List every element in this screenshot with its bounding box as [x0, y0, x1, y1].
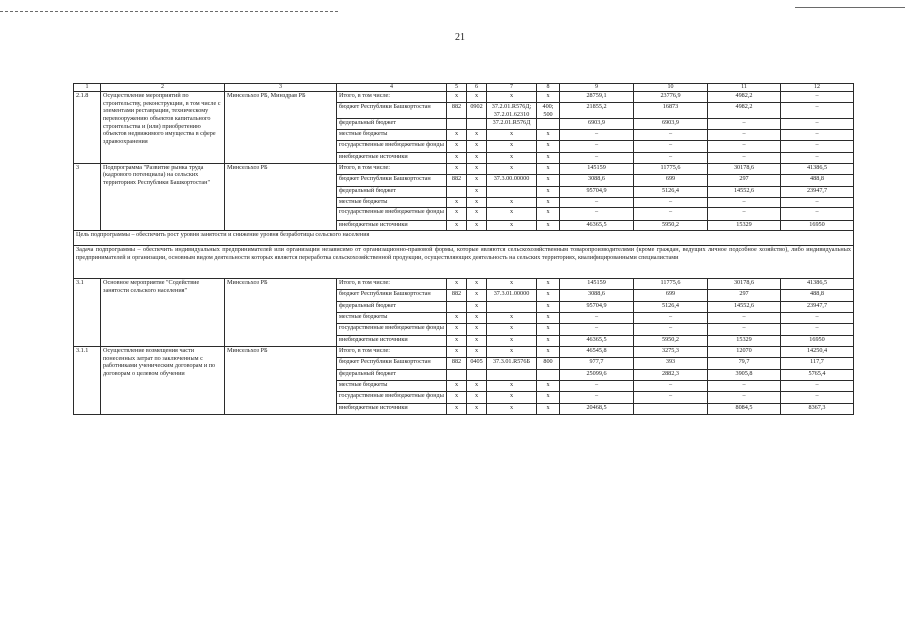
column-number: 3	[225, 84, 337, 92]
cell-c7: x	[487, 391, 537, 403]
funding-source: внебюджетные источники	[337, 220, 447, 231]
cell-c6: x	[467, 220, 487, 231]
cell-c8: x	[537, 92, 560, 103]
column-number: 8	[537, 84, 560, 92]
item-executor: Минсельхоз РБ	[225, 346, 337, 414]
column-number: 7	[487, 84, 537, 92]
cell-c7	[487, 369, 537, 380]
cell-c6: x	[467, 208, 487, 220]
cell-c6: 0902	[467, 103, 487, 119]
funding-source: федеральный бюджет	[337, 369, 447, 380]
cell-c7: x	[487, 140, 537, 152]
cell-c9: –	[560, 208, 634, 220]
cell-c12: –	[781, 153, 854, 164]
cell-c12: 41386,5	[781, 279, 854, 290]
cell-c5: 882	[447, 174, 467, 186]
cell-c12: –	[781, 197, 854, 208]
cell-c12: 117,7	[781, 357, 854, 369]
cell-c10: 5126,4	[634, 186, 708, 197]
cell-c9: 25099,6	[560, 369, 634, 380]
cell-c5: x	[447, 313, 467, 324]
cell-c5	[447, 119, 467, 130]
cell-c10: 16873	[634, 103, 708, 119]
subprogram-goal-row	[74, 231, 854, 246]
cell-c8: x	[537, 220, 560, 231]
cell-c12: –	[781, 208, 854, 220]
cell-c6: x	[467, 153, 487, 164]
cell-c11: –	[708, 208, 781, 220]
scan-artifact-line	[795, 7, 905, 8]
cell-c9: 145159	[560, 279, 634, 290]
cell-c5: x	[447, 163, 467, 174]
table-row	[74, 346, 854, 357]
cell-c6: x	[467, 130, 487, 141]
cell-c6: x	[467, 391, 487, 403]
cell-c7: x	[487, 380, 537, 391]
cell-c9: –	[560, 391, 634, 403]
cell-c8: 400; 500	[537, 103, 560, 119]
cell-c7: 37.2.01.R576Д	[487, 119, 537, 130]
cell-c8	[537, 119, 560, 130]
cell-c9: –	[560, 380, 634, 391]
table-row	[74, 279, 854, 290]
item-executor: Минсельхоз РБ	[225, 163, 337, 231]
cell-c12: –	[781, 313, 854, 324]
scan-artifact-line	[0, 11, 338, 12]
cell-c8: x	[537, 197, 560, 208]
cell-c9: 20468,5	[560, 403, 634, 414]
item-name: Подпрограмма "Развитие рынка труда (кадрового потенциала) на сельских территориях Республики Башкортостан"	[101, 163, 225, 231]
cell-c9: 46365,5	[560, 336, 634, 347]
funding-source: местные бюджеты	[337, 313, 447, 324]
cell-c6	[467, 119, 487, 130]
cell-c9: 95704,9	[560, 302, 634, 313]
cell-c7: x	[487, 163, 537, 174]
cell-c12: 23947,7	[781, 186, 854, 197]
cell-c10: 11775,6	[634, 163, 708, 174]
item-name: Осуществление возмещения части понесенных затрат по заключенным с работниками ученическим договорам и по договорам о целевом обучении	[101, 346, 225, 414]
cell-c12: 41386,5	[781, 163, 854, 174]
cell-c12: 488,8	[781, 290, 854, 302]
funding-source: федеральный бюджет	[337, 119, 447, 130]
column-number: 9	[560, 84, 634, 92]
funding-source: государственные внебюджетные фонды	[337, 323, 447, 335]
cell-c7: x	[487, 403, 537, 414]
cell-c6: x	[467, 346, 487, 357]
funding-source: бюджет Республики Башкортостан	[337, 103, 447, 119]
cell-c7	[487, 302, 537, 313]
cell-c10: –	[634, 391, 708, 403]
column-number: 12	[781, 84, 854, 92]
cell-c12: 16950	[781, 336, 854, 347]
cell-c10: 11775,6	[634, 279, 708, 290]
cell-c5	[447, 369, 467, 380]
cell-c10: 699	[634, 290, 708, 302]
cell-c10: –	[634, 130, 708, 141]
funding-source: внебюджетные источники	[337, 403, 447, 414]
cell-c12: 14250,4	[781, 346, 854, 357]
cell-c8: x	[537, 346, 560, 357]
cell-c10: 699	[634, 174, 708, 186]
cell-c8: x	[537, 208, 560, 220]
cell-c10: 23776,9	[634, 92, 708, 103]
cell-c9: 3088,6	[560, 290, 634, 302]
cell-c6: x	[467, 197, 487, 208]
item-code: 3.1.1	[74, 346, 101, 414]
cell-c11: 3905,8	[708, 369, 781, 380]
cell-c5: x	[447, 153, 467, 164]
cell-c8: x	[537, 140, 560, 152]
funding-source: государственные внебюджетные фонды	[337, 391, 447, 403]
cell-c12: 8367,3	[781, 403, 854, 414]
funding-source: федеральный бюджет	[337, 302, 447, 313]
cell-c5: x	[447, 279, 467, 290]
cell-c6: x	[467, 174, 487, 186]
cell-c8: x	[537, 323, 560, 335]
cell-c7: x	[487, 313, 537, 324]
cell-c8: x	[537, 174, 560, 186]
item-code: 3	[74, 163, 101, 231]
cell-c6: x	[467, 336, 487, 347]
cell-c11: 14552,6	[708, 186, 781, 197]
cell-c8: x	[537, 302, 560, 313]
funding-source: государственные внебюджетные фонды	[337, 140, 447, 152]
cell-c8: x	[537, 153, 560, 164]
cell-c11: –	[708, 197, 781, 208]
cell-c11: 15329	[708, 336, 781, 347]
cell-c9: 977,7	[560, 357, 634, 369]
cell-c8: x	[537, 336, 560, 347]
cell-c5	[447, 186, 467, 197]
item-name: Основное мероприятие "Содействие занятости сельского населения"	[101, 279, 225, 347]
funding-source: местные бюджеты	[337, 197, 447, 208]
cell-c7: x	[487, 153, 537, 164]
cell-c5: x	[447, 336, 467, 347]
cell-c8: x	[537, 163, 560, 174]
cell-c10: 393	[634, 357, 708, 369]
cell-c10	[634, 403, 708, 414]
cell-c7: 37.3.00.00000	[487, 174, 537, 186]
cell-c12: –	[781, 130, 854, 141]
funding-source: внебюджетные источники	[337, 153, 447, 164]
cell-c11: 297	[708, 290, 781, 302]
column-number: 6	[467, 84, 487, 92]
column-number: 10	[634, 84, 708, 92]
cell-c12: 16950	[781, 220, 854, 231]
cell-c8: x	[537, 186, 560, 197]
funding-source: Итого, в том числе:	[337, 346, 447, 357]
cell-c11: 30178,6	[708, 163, 781, 174]
cell-c12: –	[781, 119, 854, 130]
cell-c12: 488,8	[781, 174, 854, 186]
cell-c11: –	[708, 313, 781, 324]
cell-c9: –	[560, 130, 634, 141]
cell-c5: x	[447, 391, 467, 403]
funding-source: Итого, в том числе:	[337, 279, 447, 290]
cell-c7: x	[487, 220, 537, 231]
table-body	[74, 84, 854, 415]
cell-c7: 37.3.01.R576Б	[487, 357, 537, 369]
cell-c7	[487, 186, 537, 197]
cell-c8: x	[537, 380, 560, 391]
funding-source: местные бюджеты	[337, 130, 447, 141]
cell-c12: –	[781, 380, 854, 391]
cell-c5	[447, 302, 467, 313]
cell-c5: x	[447, 208, 467, 220]
cell-c12: 5765,4	[781, 369, 854, 380]
table-row	[74, 92, 854, 103]
column-number: 4	[337, 84, 447, 92]
cell-c6: 0405	[467, 357, 487, 369]
cell-c6: x	[467, 323, 487, 335]
cell-c5: x	[447, 380, 467, 391]
cell-c12: –	[781, 323, 854, 335]
cell-c9: 6903,9	[560, 119, 634, 130]
cell-c5: x	[447, 92, 467, 103]
cell-c7: x	[487, 208, 537, 220]
cell-c5: 882	[447, 357, 467, 369]
subprogram-goal: Цель подпрограммы – обеспечить рост уровня занятости и снижение уровня безработицы сельского населения	[74, 231, 854, 246]
cell-c7: x	[487, 92, 537, 103]
cell-c11: 12070	[708, 346, 781, 357]
cell-c8: x	[537, 391, 560, 403]
cell-c11: –	[708, 130, 781, 141]
cell-c7: x	[487, 346, 537, 357]
cell-c10: –	[634, 208, 708, 220]
cell-c8: x	[537, 279, 560, 290]
column-number: 1	[74, 84, 101, 92]
page-number: 21	[455, 32, 465, 43]
cell-c11: –	[708, 153, 781, 164]
cell-c5: x	[447, 130, 467, 141]
cell-c6: x	[467, 92, 487, 103]
cell-c11: –	[708, 380, 781, 391]
subprogram-task: Задача подпрограммы – обеспечить индивидуальных предпринимателей или организации независимо от организационно-правовой формы, которые являются сельскохозяйственным товаропроизводителями (кроме граждан, ведущих личное подсобное хозяйство), либо индивидуальных предпринимателей и организации, основным видом деятельности которых является переработка сельскохозяйственной продукции, осуществляющих деятельность на сельских территориях, квалифицированными специалистами	[74, 246, 854, 279]
cell-c6: x	[467, 140, 487, 152]
funding-source: Итого, в том числе:	[337, 163, 447, 174]
cell-c6: x	[467, 302, 487, 313]
cell-c6: x	[467, 290, 487, 302]
table-row	[74, 163, 854, 174]
cell-c9: 145159	[560, 163, 634, 174]
cell-c6: x	[467, 186, 487, 197]
cell-c10: –	[634, 153, 708, 164]
cell-c9: 46545,8	[560, 346, 634, 357]
cell-c9: –	[560, 153, 634, 164]
cell-c11: –	[708, 323, 781, 335]
cell-c7: x	[487, 336, 537, 347]
cell-c11: 8084,5	[708, 403, 781, 414]
cell-c8: 800	[537, 357, 560, 369]
funding-source: бюджет Республики Башкортостан	[337, 174, 447, 186]
cell-c10: 6903,9	[634, 119, 708, 130]
column-number: 2	[101, 84, 225, 92]
cell-c6: x	[467, 313, 487, 324]
cell-c11: 4982,2	[708, 92, 781, 103]
item-executor: Минсельхоз РБ	[225, 279, 337, 347]
cell-c10: –	[634, 140, 708, 152]
cell-c10: 2882,3	[634, 369, 708, 380]
cell-c5: 882	[447, 103, 467, 119]
cell-c10: 3275,3	[634, 346, 708, 357]
subprogram-task-row	[74, 246, 854, 279]
cell-c9: 3088,6	[560, 174, 634, 186]
funding-source: федеральный бюджет	[337, 186, 447, 197]
cell-c11: 4982,2	[708, 103, 781, 119]
cell-c9: 95704,9	[560, 186, 634, 197]
cell-c10: –	[634, 197, 708, 208]
cell-c12: –	[781, 391, 854, 403]
cell-c11: 79,7	[708, 357, 781, 369]
cell-c5: x	[447, 197, 467, 208]
cell-c11: –	[708, 391, 781, 403]
cell-c12: –	[781, 103, 854, 119]
cell-c10: –	[634, 380, 708, 391]
funding-source: бюджет Республики Башкортостан	[337, 290, 447, 302]
cell-c6: x	[467, 163, 487, 174]
cell-c6: x	[467, 279, 487, 290]
cell-c9: –	[560, 313, 634, 324]
cell-c11: 297	[708, 174, 781, 186]
cell-c11: –	[708, 140, 781, 152]
cell-c8: x	[537, 290, 560, 302]
cell-c10: 5126,4	[634, 302, 708, 313]
cell-c12: 23947,7	[781, 302, 854, 313]
cell-c5: x	[447, 403, 467, 414]
funding-source: государственные внебюджетные фонды	[337, 208, 447, 220]
cell-c10: 5950,2	[634, 220, 708, 231]
funding-source: внебюджетные источники	[337, 336, 447, 347]
cell-c9: –	[560, 197, 634, 208]
column-number: 5	[447, 84, 467, 92]
item-executor: Минсельхоз РБ, Минздрав РБ	[225, 92, 337, 164]
cell-c8: x	[537, 403, 560, 414]
cell-c9: –	[560, 140, 634, 152]
cell-c10: –	[634, 313, 708, 324]
cell-c6: x	[467, 403, 487, 414]
cell-c9: 21855,2	[560, 103, 634, 119]
cell-c9: 46365,5	[560, 220, 634, 231]
cell-c9: –	[560, 323, 634, 335]
cell-c7: x	[487, 197, 537, 208]
cell-c10: –	[634, 323, 708, 335]
cell-c8: x	[537, 313, 560, 324]
cell-c5: x	[447, 220, 467, 231]
column-number: 11	[708, 84, 781, 92]
cell-c12: –	[781, 92, 854, 103]
cell-c7: x	[487, 279, 537, 290]
cell-c8: x	[537, 130, 560, 141]
cell-c9: 28759,1	[560, 92, 634, 103]
funding-source: Итого, в том числе:	[337, 92, 447, 103]
item-code: 3.1	[74, 279, 101, 347]
cell-c8	[537, 369, 560, 380]
funding-source: бюджет Республики Башкортостан	[337, 357, 447, 369]
funding-source: местные бюджеты	[337, 380, 447, 391]
budget-table	[73, 83, 854, 415]
column-number-row	[74, 84, 854, 92]
cell-c7: x	[487, 130, 537, 141]
item-name: Осуществление мероприятий по строительству, реконструкции, в том числе с элементами реставрации, техническому перевооружению объектов капитального строительства и (или) приобретению объектов недвижимого имущества в сфере здравоохранения	[101, 92, 225, 164]
cell-c11: 15329	[708, 220, 781, 231]
cell-c6	[467, 369, 487, 380]
cell-c11: 30178,6	[708, 279, 781, 290]
cell-c5: x	[447, 140, 467, 152]
cell-c7: 37.2.01.R576Д; 37.2.01.62310	[487, 103, 537, 119]
cell-c11: 14552,6	[708, 302, 781, 313]
cell-c10: 5950,2	[634, 336, 708, 347]
cell-c7: x	[487, 323, 537, 335]
cell-c5: x	[447, 323, 467, 335]
cell-c7: 37.3.01.00000	[487, 290, 537, 302]
cell-c5: x	[447, 346, 467, 357]
cell-c6: x	[467, 380, 487, 391]
cell-c5: 882	[447, 290, 467, 302]
cell-c11: –	[708, 119, 781, 130]
item-code: 2.1.8	[74, 92, 101, 164]
cell-c12: –	[781, 140, 854, 152]
